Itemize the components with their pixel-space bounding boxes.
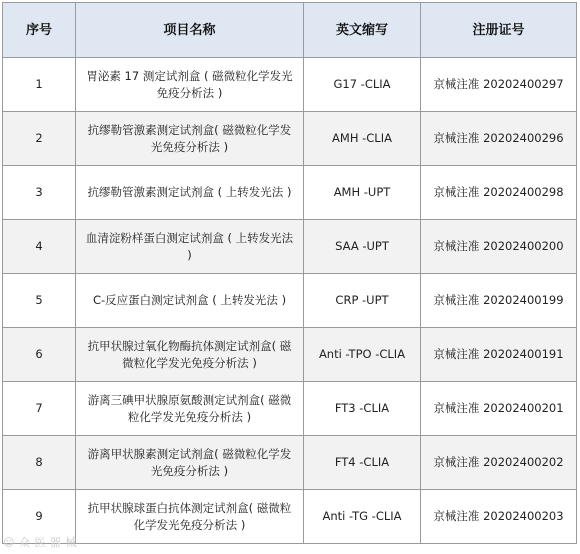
cell-reg: 京械注准 20202400202 bbox=[421, 436, 577, 490]
table-row bbox=[3, 490, 577, 544]
cell-abbr: FT4 -CLIA bbox=[304, 436, 421, 490]
cell-abbr: AMH -UPT bbox=[304, 166, 421, 220]
cell-no: 2 bbox=[3, 112, 76, 166]
table-header bbox=[3, 3, 577, 58]
table-body bbox=[3, 58, 577, 544]
cell-name: 血清淀粉样蛋白测定试剂盒 ( 上转发光法 ) bbox=[76, 220, 304, 274]
cell-no: 3 bbox=[3, 166, 76, 220]
table-row bbox=[3, 58, 577, 112]
header-abbr: 英文缩写 bbox=[304, 3, 421, 58]
table-row bbox=[3, 112, 577, 166]
cell-reg: 京械注准 20202400297 bbox=[421, 58, 577, 112]
cell-reg: 京械注准 20202400199 bbox=[421, 274, 577, 328]
table-row bbox=[3, 220, 577, 274]
cell-name: 胃泌素 17 测定试剂盒 ( 磁微粒化学发光免疫分析法 ) bbox=[76, 58, 304, 112]
cell-reg: 京械注准 20202400298 bbox=[421, 166, 577, 220]
cell-name: 抗缪勒管激素测定试剂盒 ( 上转发光法 ) bbox=[76, 166, 304, 220]
cell-no: 6 bbox=[3, 328, 76, 382]
cell-name: C-反应蛋白测定试剂盒 ( 上转发光法 ) bbox=[76, 274, 304, 328]
cell-no: 8 bbox=[3, 436, 76, 490]
cell-name: 抗甲状腺球蛋白抗体测定试剂盒( 磁微粒化学发光免疫分析法 ) bbox=[76, 490, 304, 544]
cell-no: 1 bbox=[3, 58, 76, 112]
cell-abbr: G17 -CLIA bbox=[304, 58, 421, 112]
cell-no: 9 bbox=[3, 490, 76, 544]
cell-name: 抗甲状腺过氧化物酶抗体测定试剂盒( 磁微粒化学发光免疫分析法 ) bbox=[76, 328, 304, 382]
header-name: 项目名称 bbox=[76, 3, 304, 58]
registration-table bbox=[2, 2, 577, 544]
table-row bbox=[3, 166, 577, 220]
cell-abbr: SAA -UPT bbox=[304, 220, 421, 274]
cell-reg: 京械注准 20202400201 bbox=[421, 382, 577, 436]
cell-reg: 京械注准 20202400296 bbox=[421, 112, 577, 166]
table-row bbox=[3, 436, 577, 490]
cell-reg: 京械注准 20202400203 bbox=[421, 490, 577, 544]
table-row bbox=[3, 274, 577, 328]
cell-abbr: FT3 -CLIA bbox=[304, 382, 421, 436]
cell-abbr: Anti -TPO -CLIA bbox=[304, 328, 421, 382]
table-row bbox=[3, 382, 577, 436]
cell-abbr: AMH -CLIA bbox=[304, 112, 421, 166]
cell-name: 游离甲状腺素测定试剂盒( 磁微粒化学发光免疫分析法 ) bbox=[76, 436, 304, 490]
cell-no: 5 bbox=[3, 274, 76, 328]
cell-name: 抗缪勒管激素测定试剂盒( 磁微粒化学发光免疫分析法 ) bbox=[76, 112, 304, 166]
cell-reg: 京械注准 20202400200 bbox=[421, 220, 577, 274]
watermark: ☺ 众 医 器 械 bbox=[3, 536, 77, 549]
cell-abbr: Anti -TG -CLIA bbox=[304, 490, 421, 544]
table-row bbox=[3, 328, 577, 382]
cell-no: 7 bbox=[3, 382, 76, 436]
header-row bbox=[3, 3, 577, 58]
header-reg: 注册证号 bbox=[421, 3, 577, 58]
cell-reg: 京械注准 20202400191 bbox=[421, 328, 577, 382]
cell-no: 4 bbox=[3, 220, 76, 274]
cell-abbr: CRP -UPT bbox=[304, 274, 421, 328]
cell-name: 游离三碘甲状腺原氨酸测定试剂盒( 磁微粒化学发光免疫分析法 ) bbox=[76, 382, 304, 436]
header-no: 序号 bbox=[3, 3, 76, 58]
